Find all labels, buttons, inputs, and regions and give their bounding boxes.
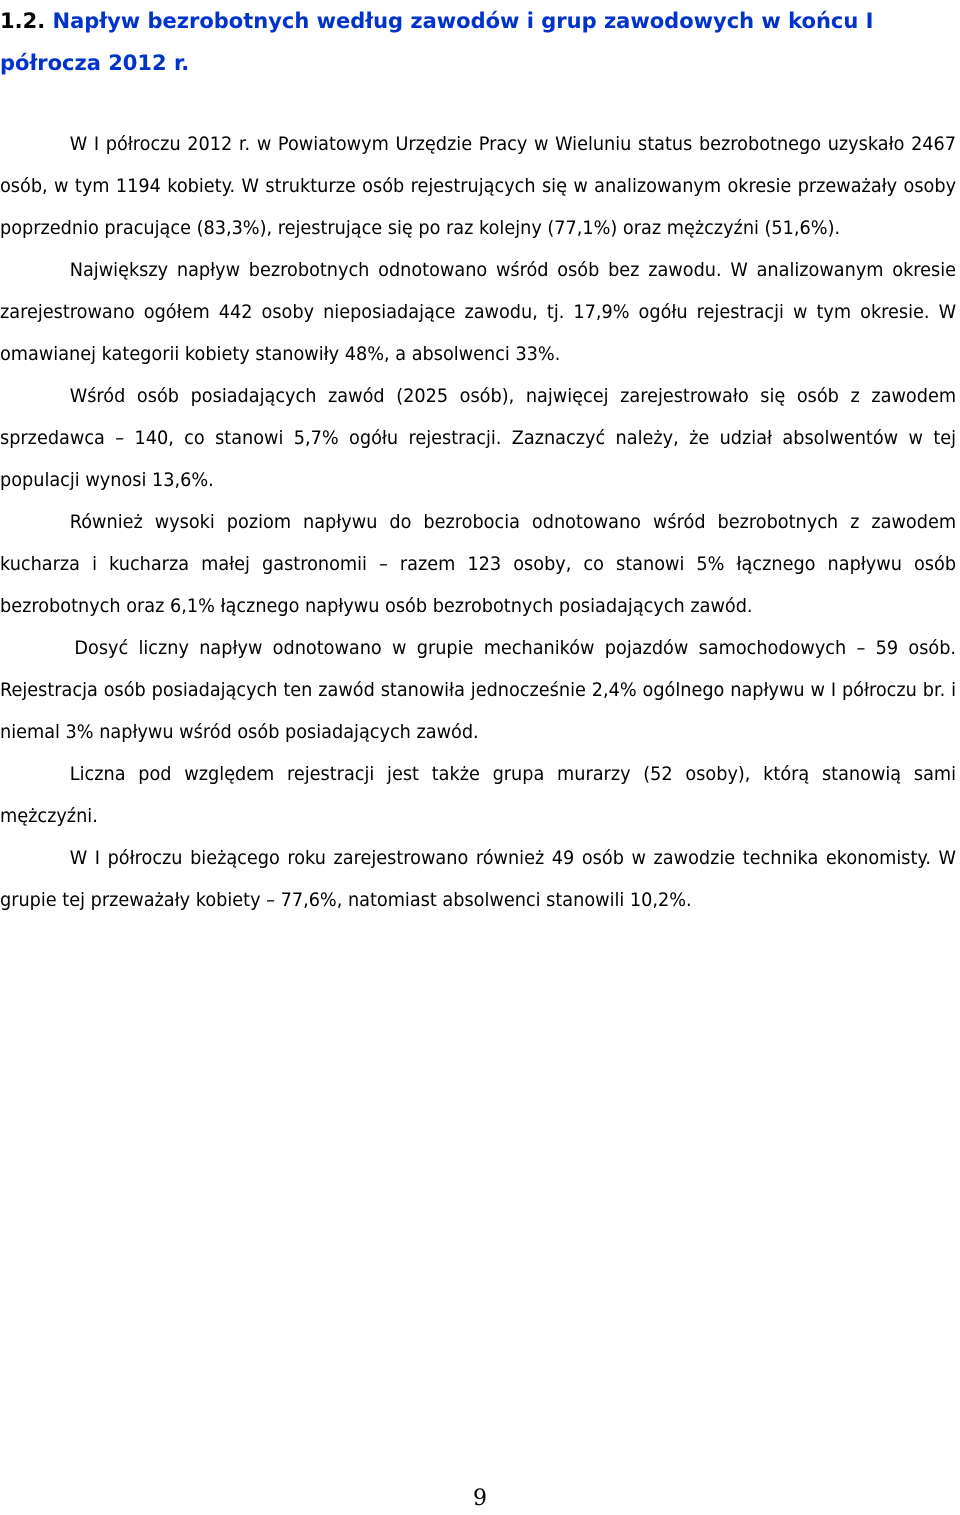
paragraph-salesperson: Wśród osób posiadających zawód (2025 osób), najwięcej zarejestrowało się osób z zawodem sprzedawca – 140, co stanowi 5,7% ogółu rejestracji. Zaznaczyć należy, że udział absolwentów w tej populacji wynosi 13,6%. (0, 385, 957, 491)
paragraph-no-profession: Największy napływ bezrobotnych odnotowano wśród osób bez zawodu. W analizowanym okresie zarejestrowano ogółem 442 osoby nieposiadające zawodu, tj. 17,9% ogółu rejestracji w tym okresie. W omawianej kategorii kobiety stanowiły 48%, a absolwenci 33%. (0, 259, 957, 365)
paragraph-bricklayers: Liczna pod względem rejestracji jest także grupa murarzy (52 osoby), którą stanowią sami mężczyźni. (0, 763, 957, 827)
paragraph-mechanics: Dosyć liczny napływ odnotowano w grupie mechaników pojazdów samochodowych – 59 osób. Rejestracja osób posiadających ten zawód stanowiła jednocześnie 2,4% ogólnego napływu w I półroczu br. i niemal 3% napływu wśród osób posiadających zawód. (0, 637, 957, 743)
section-heading (0, 0, 958, 84)
section-number: 1.2. (0, 9, 46, 33)
paragraph-economists: W I półroczu bieżącego roku zarejestrowano również 49 osób w zawodzie technika ekonomisty. W grupie tej przeważały kobiety – 77,6%, natomiast absolwenci stanowili 10,2%. (0, 847, 957, 911)
page-number: 9 (473, 1486, 487, 1511)
paragraph-cooks: Również wysoki poziom napływu do bezrobocia odnotowano wśród bezrobotnych z zawodem kucharza i kucharza małej gastronomii – razem 123 osoby, co stanowi 5% łącznego napływu osób bezrobotnych oraz 6,1% łącznego napływu osób bezrobotnych posiadających zawód. (0, 511, 957, 617)
document-body (0, 123, 956, 921)
section-title: Napływ bezrobotnych według zawodów i grup zawodowych w końcu I półrocza 2012 r. (0, 9, 874, 75)
paragraph-registration-summary: W I półroczu 2012 r. w Powiatowym Urzędzie Pracy w Wieluniu status bezrobotnego uzyskało 2467 osób, w tym 1194 kobiety. W strukturze osób rejestrujących się w analizowanym okresie przeważały osoby poprzednio pracujące (83,3%), rejestrujące się po raz kolejny (77,1%) oraz mężczyźni (51,6%). (0, 133, 957, 239)
